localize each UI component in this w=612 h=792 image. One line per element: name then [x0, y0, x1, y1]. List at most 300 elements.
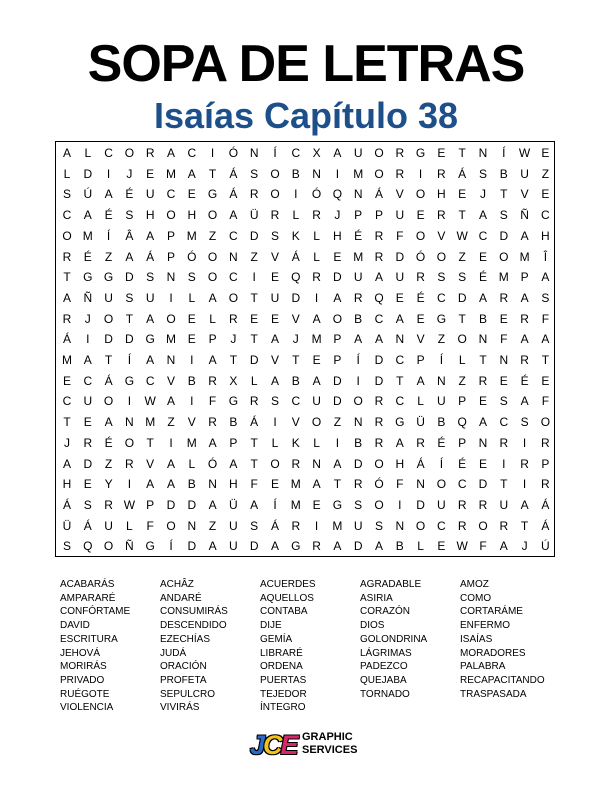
- grid-letter[interactable]: B: [187, 373, 196, 388]
- grid-letter[interactable]: E: [270, 270, 279, 285]
- grid-letter[interactable]: Í: [502, 146, 506, 160]
- grid-letter[interactable]: X: [229, 373, 238, 388]
- grid-letter[interactable]: U: [312, 394, 321, 409]
- grid-letter[interactable]: U: [270, 290, 280, 305]
- grid-letter[interactable]: D: [187, 497, 197, 512]
- grid-letter[interactable]: E: [187, 332, 196, 347]
- grid-letter[interactable]: M: [186, 435, 197, 450]
- grid-letter[interactable]: M: [311, 332, 322, 347]
- grid-letter[interactable]: A: [62, 456, 71, 471]
- grid-letter[interactable]: T: [229, 353, 238, 367]
- grid-letter[interactable]: Q: [291, 270, 301, 285]
- grid-letter[interactable]: O: [415, 518, 426, 533]
- grid-letter[interactable]: G: [436, 311, 447, 326]
- grid-letter[interactable]: Á: [146, 249, 155, 264]
- grid-letter[interactable]: V: [291, 415, 300, 430]
- grid-letter[interactable]: R: [457, 497, 467, 512]
- grid-letter[interactable]: F: [541, 394, 550, 409]
- grid-letter[interactable]: A: [270, 373, 279, 388]
- grid-letter[interactable]: Á: [374, 187, 383, 202]
- grid-letter[interactable]: U: [437, 394, 446, 409]
- grid-letter[interactable]: B: [291, 166, 300, 181]
- grid-letter[interactable]: T: [479, 353, 487, 367]
- grid-letter[interactable]: N: [312, 166, 321, 181]
- grid-letter[interactable]: M: [186, 228, 197, 243]
- grid-letter[interactable]: Ó: [207, 456, 218, 471]
- grid-letter[interactable]: J: [230, 332, 237, 347]
- grid-letter[interactable]: O: [478, 518, 488, 533]
- grid-letter[interactable]: E: [187, 187, 196, 202]
- grid-letter[interactable]: P: [208, 332, 217, 347]
- grid-letter[interactable]: R: [62, 249, 72, 264]
- grid-letter[interactable]: S: [125, 208, 134, 223]
- grid-letter[interactable]: P: [520, 270, 529, 285]
- grid-letter[interactable]: É: [458, 456, 467, 471]
- grid-letter[interactable]: R: [437, 166, 446, 181]
- grid-letter[interactable]: T: [458, 208, 466, 223]
- grid-letter[interactable]: C: [229, 270, 238, 285]
- grid-letter[interactable]: F: [479, 539, 487, 554]
- grid-letter[interactable]: T: [208, 166, 217, 181]
- grid-letter[interactable]: P: [374, 208, 383, 223]
- grid-letter[interactable]: A: [146, 228, 155, 243]
- grid-letter[interactable]: U: [83, 394, 93, 409]
- grid-letter[interactable]: V: [270, 353, 279, 367]
- grid-letter[interactable]: Í: [439, 456, 444, 471]
- grid-letter[interactable]: O: [311, 415, 322, 430]
- grid-letter[interactable]: L: [209, 311, 216, 326]
- grid-letter[interactable]: D: [416, 497, 425, 512]
- grid-letter[interactable]: N: [353, 415, 363, 430]
- grid-letter[interactable]: B: [187, 477, 196, 492]
- grid-letter[interactable]: É: [520, 373, 529, 388]
- grid-letter[interactable]: P: [333, 353, 342, 367]
- grid-letter[interactable]: J: [84, 311, 91, 326]
- grid-letter[interactable]: A: [395, 435, 404, 450]
- grid-letter[interactable]: Í: [273, 497, 277, 512]
- grid-letter[interactable]: U: [229, 539, 238, 554]
- grid-letter[interactable]: T: [63, 270, 71, 285]
- grid-letter[interactable]: É: [437, 435, 446, 450]
- grid-letter[interactable]: C: [187, 146, 197, 160]
- grid-letter[interactable]: V: [416, 332, 425, 347]
- grid-letter[interactable]: I: [127, 394, 132, 409]
- grid-letter[interactable]: R: [478, 497, 488, 512]
- grid-letter[interactable]: U: [353, 146, 363, 160]
- grid-letter[interactable]: B: [229, 415, 238, 430]
- grid-letter[interactable]: D: [104, 332, 113, 347]
- grid-letter[interactable]: D: [333, 373, 342, 388]
- grid-letter[interactable]: U: [145, 187, 155, 202]
- grid-letter[interactable]: A: [374, 332, 383, 347]
- grid-letter[interactable]: R: [520, 456, 529, 471]
- grid-letter[interactable]: E: [499, 311, 508, 326]
- grid-letter[interactable]: Z: [437, 332, 446, 347]
- grid-letter[interactable]: V: [187, 415, 196, 430]
- grid-letter[interactable]: B: [499, 166, 508, 181]
- grid-letter[interactable]: N: [166, 353, 176, 367]
- grid-letter[interactable]: Á: [250, 415, 259, 430]
- grid-letter[interactable]: Ñ: [125, 539, 134, 554]
- grid-letter[interactable]: Ü: [249, 208, 259, 223]
- grid-letter[interactable]: V: [395, 187, 404, 202]
- grid-letter[interactable]: I: [86, 332, 90, 347]
- grid-letter[interactable]: R: [374, 435, 384, 450]
- grid-letter[interactable]: Î: [543, 249, 548, 264]
- grid-letter[interactable]: L: [250, 373, 258, 388]
- grid-letter[interactable]: R: [395, 146, 405, 160]
- grid-letter[interactable]: O: [166, 208, 176, 223]
- grid-letter[interactable]: E: [83, 477, 92, 492]
- grid-letter[interactable]: V: [291, 311, 300, 326]
- grid-letter[interactable]: N: [395, 332, 405, 347]
- grid-letter[interactable]: O: [374, 166, 384, 181]
- grid-letter[interactable]: É: [354, 228, 363, 243]
- grid-letter[interactable]: I: [294, 187, 298, 202]
- grid-letter[interactable]: L: [313, 249, 320, 264]
- grid-letter[interactable]: Á: [62, 332, 71, 347]
- grid-letter[interactable]: D: [166, 497, 176, 512]
- grid-letter[interactable]: R: [62, 311, 72, 326]
- grid-letter[interactable]: E: [478, 394, 487, 409]
- grid-letter[interactable]: U: [104, 518, 113, 533]
- grid-letter[interactable]: H: [229, 477, 238, 492]
- grid-letter[interactable]: N: [187, 518, 197, 533]
- grid-letter[interactable]: L: [313, 435, 320, 450]
- grid-letter[interactable]: E: [541, 373, 550, 388]
- grid-letter[interactable]: O: [124, 146, 135, 160]
- grid-letter[interactable]: E: [146, 166, 155, 181]
- grid-letter[interactable]: A: [104, 415, 113, 430]
- grid-letter[interactable]: C: [499, 415, 509, 430]
- grid-letter[interactable]: A: [520, 228, 529, 243]
- grid-letter[interactable]: C: [374, 311, 384, 326]
- grid-letter[interactable]: A: [333, 456, 342, 471]
- grid-letter[interactable]: Z: [208, 518, 217, 533]
- grid-letter[interactable]: O: [103, 311, 114, 326]
- grid-letter[interactable]: A: [520, 394, 529, 409]
- grid-letter[interactable]: Í: [127, 353, 132, 367]
- grid-letter[interactable]: U: [353, 518, 363, 533]
- grid-letter[interactable]: I: [314, 518, 319, 533]
- grid-letter[interactable]: A: [333, 290, 342, 305]
- grid-letter[interactable]: I: [210, 146, 215, 160]
- grid-letter[interactable]: V: [166, 373, 175, 388]
- grid-letter[interactable]: I: [273, 415, 277, 430]
- grid-letter[interactable]: M: [290, 497, 301, 512]
- grid-letter[interactable]: S: [374, 518, 383, 533]
- grid-letter[interactable]: X: [312, 146, 321, 160]
- grid-letter[interactable]: U: [499, 497, 509, 512]
- grid-letter[interactable]: O: [540, 415, 551, 430]
- grid-letter[interactable]: A: [104, 187, 113, 202]
- grid-letter[interactable]: O: [207, 270, 218, 285]
- grid-letter[interactable]: M: [332, 518, 343, 533]
- grid-letter[interactable]: R: [499, 435, 509, 450]
- grid-letter[interactable]: Á: [270, 518, 279, 533]
- grid-letter[interactable]: Í: [106, 228, 111, 243]
- grid-letter[interactable]: C: [395, 394, 405, 409]
- grid-letter[interactable]: U: [104, 290, 113, 305]
- grid-letter[interactable]: B: [437, 415, 446, 430]
- grid-letter[interactable]: P: [541, 456, 550, 471]
- grid-letter[interactable]: A: [395, 311, 404, 326]
- grid-letter[interactable]: K: [291, 435, 300, 450]
- grid-letter[interactable]: R: [229, 311, 238, 326]
- grid-letter[interactable]: E: [437, 146, 446, 160]
- grid-letter[interactable]: R: [541, 435, 550, 450]
- grid-letter[interactable]: É: [83, 249, 92, 264]
- grid-letter[interactable]: A: [312, 373, 321, 388]
- grid-letter[interactable]: A: [520, 290, 529, 305]
- grid-letter[interactable]: M: [166, 166, 176, 181]
- grid-letter[interactable]: I: [106, 166, 111, 181]
- grid-letter[interactable]: G: [145, 332, 155, 347]
- grid-letter[interactable]: N: [499, 353, 509, 367]
- grid-letter[interactable]: R: [208, 373, 217, 388]
- grid-letter[interactable]: E: [83, 415, 92, 430]
- grid-letter[interactable]: T: [458, 146, 466, 160]
- grid-letter[interactable]: T: [125, 311, 134, 326]
- grid-letter[interactable]: A: [478, 290, 487, 305]
- grid-letter[interactable]: E: [478, 456, 487, 471]
- grid-letter[interactable]: Í: [273, 146, 277, 160]
- grid-letter[interactable]: Q: [457, 415, 467, 430]
- grid-letter[interactable]: L: [313, 228, 320, 243]
- grid-letter[interactable]: D: [249, 353, 259, 367]
- grid-letter[interactable]: É: [104, 208, 113, 223]
- grid-letter[interactable]: R: [520, 353, 529, 367]
- grid-letter[interactable]: W: [456, 228, 468, 243]
- grid-letter[interactable]: L: [84, 146, 92, 160]
- grid-letter[interactable]: D: [395, 249, 405, 264]
- grid-letter[interactable]: C: [62, 208, 72, 223]
- grid-letter[interactable]: G: [415, 146, 426, 160]
- grid-letter[interactable]: T: [63, 415, 71, 430]
- grid-letter[interactable]: C: [457, 477, 467, 492]
- grid-letter[interactable]: A: [208, 539, 217, 554]
- grid-letter[interactable]: S: [187, 270, 196, 285]
- grid-letter[interactable]: O: [62, 228, 72, 243]
- grid-letter[interactable]: I: [418, 166, 423, 181]
- grid-letter[interactable]: A: [374, 270, 383, 285]
- grid-letter[interactable]: E: [333, 249, 342, 264]
- grid-letter[interactable]: Z: [458, 373, 466, 388]
- grid-letter[interactable]: C: [437, 290, 446, 305]
- grid-letter[interactable]: E: [541, 146, 550, 160]
- grid-letter[interactable]: Z: [333, 415, 342, 430]
- grid-letter[interactable]: E: [437, 539, 446, 554]
- grid-letter[interactable]: P: [458, 435, 467, 450]
- grid-letter[interactable]: A: [146, 353, 155, 367]
- grid-letter[interactable]: P: [333, 332, 342, 347]
- grid-letter[interactable]: C: [291, 394, 301, 409]
- grid-letter[interactable]: G: [145, 539, 155, 554]
- grid-letter[interactable]: O: [374, 456, 384, 471]
- grid-letter[interactable]: I: [190, 353, 194, 367]
- grid-letter[interactable]: T: [146, 435, 154, 450]
- grid-letter[interactable]: L: [271, 435, 279, 450]
- grid-letter[interactable]: Ü: [416, 415, 425, 430]
- grid-letter[interactable]: O: [353, 394, 363, 409]
- grid-letter[interactable]: A: [520, 332, 529, 347]
- grid-letter[interactable]: G: [228, 394, 239, 409]
- grid-letter[interactable]: S: [250, 518, 259, 533]
- grid-letter[interactable]: E: [395, 290, 404, 305]
- grid-letter[interactable]: Ñ: [83, 290, 93, 305]
- grid-letter[interactable]: Ó: [187, 249, 197, 264]
- grid-letter[interactable]: J: [521, 539, 528, 554]
- grid-letter[interactable]: A: [333, 146, 342, 160]
- grid-letter[interactable]: A: [62, 290, 71, 305]
- grid-letter[interactable]: E: [541, 187, 550, 202]
- grid-letter[interactable]: Z: [167, 415, 175, 430]
- grid-letter[interactable]: R: [104, 497, 113, 512]
- grid-letter[interactable]: R: [145, 146, 155, 160]
- grid-letter[interactable]: L: [417, 394, 424, 409]
- grid-letter[interactable]: L: [292, 208, 300, 223]
- grid-letter[interactable]: U: [229, 518, 238, 533]
- grid-letter[interactable]: I: [190, 394, 194, 409]
- grid-letter[interactable]: Ñ: [520, 208, 529, 223]
- grid-letter[interactable]: R: [374, 415, 384, 430]
- grid-letter[interactable]: H: [187, 208, 197, 223]
- grid-letter[interactable]: P: [229, 435, 238, 450]
- grid-letter[interactable]: D: [353, 456, 363, 471]
- grid-letter[interactable]: E: [270, 311, 279, 326]
- grid-letter[interactable]: S: [270, 228, 279, 243]
- grid-letter[interactable]: T: [250, 435, 258, 450]
- grid-letter[interactable]: O: [103, 394, 114, 409]
- grid-letter[interactable]: H: [62, 477, 72, 492]
- grid-letter[interactable]: E: [416, 208, 425, 223]
- grid-letter[interactable]: D: [333, 394, 342, 409]
- grid-letter[interactable]: L: [417, 539, 424, 554]
- grid-letter[interactable]: I: [522, 477, 527, 492]
- grid-letter[interactable]: E: [312, 497, 321, 512]
- grid-letter[interactable]: E: [270, 477, 279, 492]
- grid-letter[interactable]: N: [395, 518, 405, 533]
- grid-letter[interactable]: D: [125, 332, 134, 347]
- grid-letter[interactable]: P: [416, 353, 425, 367]
- grid-letter[interactable]: S: [499, 208, 508, 223]
- grid-letter[interactable]: P: [166, 228, 175, 243]
- grid-letter[interactable]: C: [291, 146, 301, 160]
- grid-letter[interactable]: F: [396, 228, 404, 243]
- grid-letter[interactable]: B: [354, 311, 363, 326]
- grid-letter[interactable]: C: [541, 208, 550, 223]
- grid-letter[interactable]: B: [478, 311, 487, 326]
- grid-letter[interactable]: A: [270, 539, 279, 554]
- grid-letter[interactable]: Z: [208, 228, 217, 243]
- grid-letter[interactable]: M: [166, 332, 176, 347]
- grid-letter[interactable]: S: [520, 415, 529, 430]
- grid-letter[interactable]: É: [416, 290, 425, 305]
- grid-letter[interactable]: K: [291, 228, 300, 243]
- grid-letter[interactable]: R: [208, 415, 217, 430]
- grid-letter[interactable]: R: [249, 394, 259, 409]
- grid-letter[interactable]: D: [83, 166, 93, 181]
- grid-letter[interactable]: O: [499, 249, 509, 264]
- grid-letter[interactable]: Z: [250, 249, 258, 264]
- grid-letter[interactable]: Ú: [83, 187, 93, 202]
- grid-letter[interactable]: S: [146, 270, 155, 285]
- grid-letter[interactable]: O: [374, 146, 384, 160]
- grid-letter[interactable]: Á: [62, 497, 71, 512]
- grid-letter[interactable]: T: [250, 332, 258, 347]
- grid-letter[interactable]: D: [291, 290, 301, 305]
- grid-letter[interactable]: N: [166, 270, 176, 285]
- grid-letter[interactable]: C: [395, 353, 405, 367]
- grid-letter[interactable]: O: [436, 477, 447, 492]
- grid-letter[interactable]: Á: [104, 373, 113, 388]
- grid-letter[interactable]: C: [478, 228, 488, 243]
- grid-letter[interactable]: M: [498, 270, 509, 285]
- grid-letter[interactable]: A: [333, 539, 342, 554]
- grid-letter[interactable]: C: [166, 187, 176, 202]
- grid-letter[interactable]: S: [478, 166, 487, 181]
- grid-letter[interactable]: D: [333, 270, 342, 285]
- grid-letter[interactable]: O: [270, 166, 280, 181]
- grid-letter[interactable]: E: [499, 373, 508, 388]
- grid-letter[interactable]: P: [166, 249, 175, 264]
- grid-letter[interactable]: Q: [332, 187, 343, 202]
- grid-letter[interactable]: A: [166, 477, 175, 492]
- grid-letter[interactable]: T: [500, 477, 508, 492]
- grid-letter[interactable]: R: [353, 290, 363, 305]
- grid-letter[interactable]: H: [145, 208, 155, 223]
- grid-letter[interactable]: T: [396, 373, 404, 388]
- grid-letter[interactable]: O: [103, 539, 114, 554]
- grid-letter[interactable]: I: [169, 435, 173, 450]
- grid-letter[interactable]: R: [457, 518, 467, 533]
- grid-letter[interactable]: D: [374, 353, 384, 367]
- grid-letter[interactable]: E: [416, 311, 425, 326]
- grid-letter[interactable]: S: [83, 497, 92, 512]
- grid-letter[interactable]: A: [208, 290, 217, 305]
- grid-letter[interactable]: U: [520, 166, 529, 181]
- grid-letter[interactable]: A: [62, 146, 71, 160]
- grid-letter[interactable]: N: [125, 415, 134, 430]
- grid-letter[interactable]: Ó: [374, 477, 384, 492]
- grid-letter[interactable]: W: [518, 146, 531, 160]
- grid-letter[interactable]: A: [354, 332, 363, 347]
- grid-letter[interactable]: Q: [83, 539, 93, 554]
- grid-letter[interactable]: A: [166, 146, 175, 160]
- grid-letter[interactable]: I: [127, 477, 132, 492]
- grid-letter[interactable]: Á: [291, 249, 300, 264]
- grid-letter[interactable]: T: [250, 290, 258, 305]
- grid-letter[interactable]: I: [502, 456, 506, 471]
- grid-letter[interactable]: O: [457, 332, 467, 347]
- grid-letter[interactable]: L: [63, 166, 71, 181]
- grid-letter[interactable]: D: [83, 456, 93, 471]
- grid-letter[interactable]: I: [314, 290, 319, 305]
- grid-letter[interactable]: É: [125, 187, 134, 202]
- grid-letter[interactable]: W: [456, 539, 468, 554]
- grid-letter[interactable]: W: [144, 394, 156, 409]
- grid-letter[interactable]: I: [169, 290, 173, 305]
- grid-letter[interactable]: A: [208, 435, 217, 450]
- grid-letter[interactable]: Ó: [311, 187, 322, 202]
- grid-letter[interactable]: F: [500, 332, 508, 347]
- grid-letter[interactable]: N: [353, 187, 363, 202]
- grid-letter[interactable]: L: [188, 456, 196, 471]
- grid-letter[interactable]: O: [415, 228, 426, 243]
- grid-letter[interactable]: T: [250, 456, 258, 471]
- grid-letter[interactable]: L: [188, 290, 196, 305]
- grid-letter[interactable]: Z: [104, 456, 113, 471]
